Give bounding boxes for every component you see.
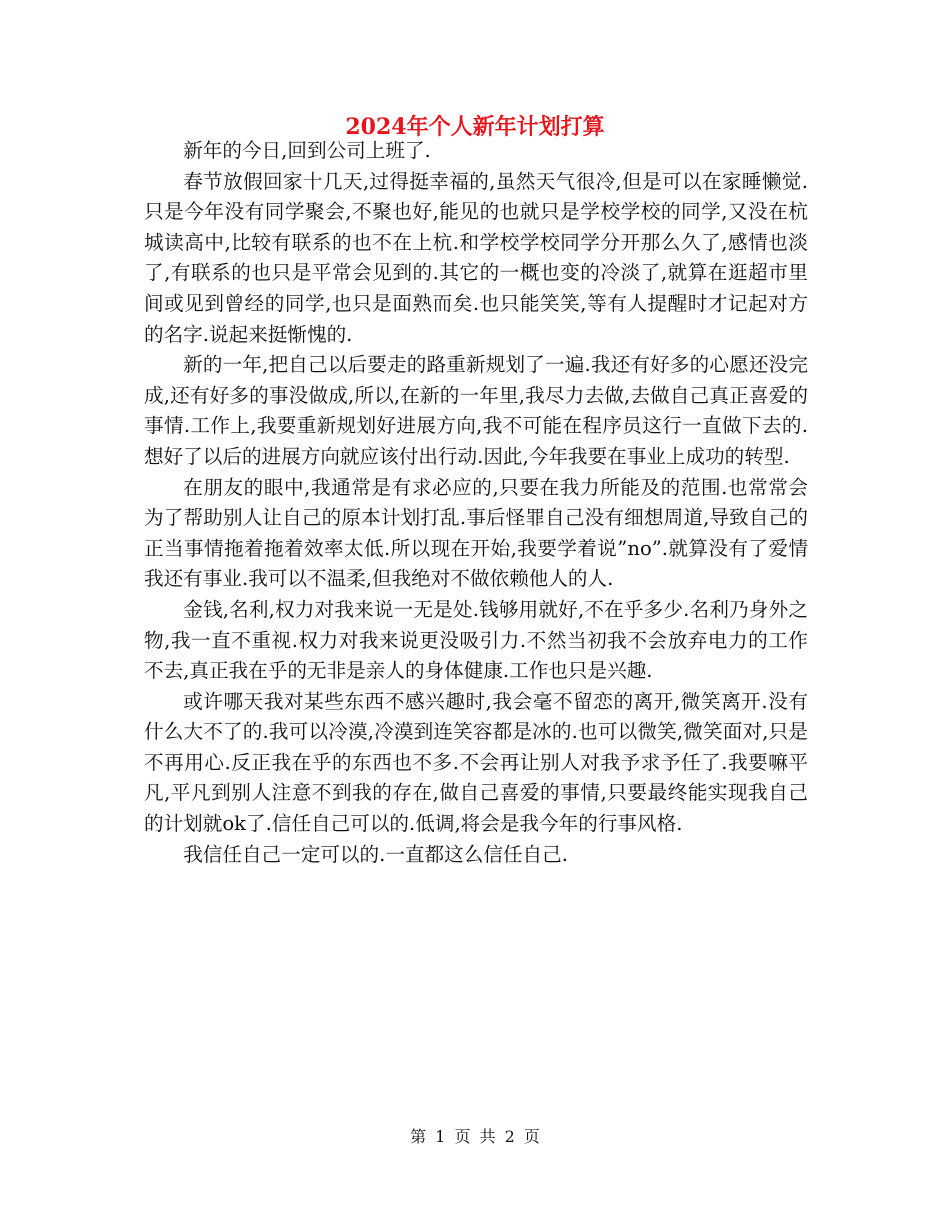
paragraph-4: 在朋友的眼中,我通常是有求必应的,只要在我力所能及的范围.也常常会为了帮助别人让自己的原本计划打乱.事后怪罪自己没有细想周道,导致自己的正当事情拖着拖着效率太低.所以现在开始,我要学着说”no”.就算没有了爱情我还有事业.我可以不温柔,但我绝对不做依赖他人的人.	[144, 475, 808, 591]
paragraph-6: 或许哪天我对某些东西不感兴趣时,我会毫不留恋的离开,微笑离开.没有什么大不了的.我可以冷漠,冷漠到连笑容都是冰的.也可以微笑,微笑面对,只是不再用心.反正我在乎的东西也不多.不会再让别人对我予求予任了.我要嘛平凡,平凡到别人注意不到我的存在,做自己喜爱的事情,只要最终能实现我自己的计划就ok了.信任自己可以的.低调,将会是我今年的行事风格.	[144, 689, 808, 836]
page-footer: 第 1 页 共 2 页	[410, 1127, 540, 1146]
document-title: 2024年个人新年计划打算	[345, 114, 605, 140]
paragraph-1: 新年的今日,回到公司上班了.	[183, 139, 431, 162]
paragraph-7: 我信任自己一定可以的.一直都这么信任自己.	[183, 842, 568, 866]
paragraph-5: 金钱,名利,权力对我来说一无是处.钱够用就好,不在乎多少.名利乃身外之物,我一直不重视.权力对我来说更没吸引力.不然当初我不会放弃电力的工作不去,真正我在乎的无非是亲人的身体健康.工作也只是兴趣.	[144, 597, 808, 683]
paragraph-3: 新的一年,把自己以后要走的路重新规划了一遍.我还有好多的心愿还没完成,还有好多的事没做成,所以,在新的一年里,我尽力去做,去做自己真正喜爱的事情.工作上,我要重新规划好进展方向,我不可能在程序员这行一直做下去的.想好了以后的进展方向就应该付出行动.因此,今年我要在事业上成功的转型.	[144, 353, 808, 468]
document-body	[144, 136, 808, 870]
paragraph-2: 春节放假回家十几天,过得挺幸福的,虽然天气很冷,但是可以在家睡懒觉.只是今年没有同学聚会,不聚也好,能见的也就只是学校学校的同学,又没在杭城读高中,比较有联系的也不在上杭.和学校学校同学分开那么久了,感情也淡了,有联系的也只是平常会见到的.其它的一概也变的冷淡了,就算在逛超市里间或见到曾经的同学,也只是面熟而矣.也只能笑笑,等有人提醒时才记起对方的名字.说起来挺惭愧的.	[144, 169, 808, 346]
